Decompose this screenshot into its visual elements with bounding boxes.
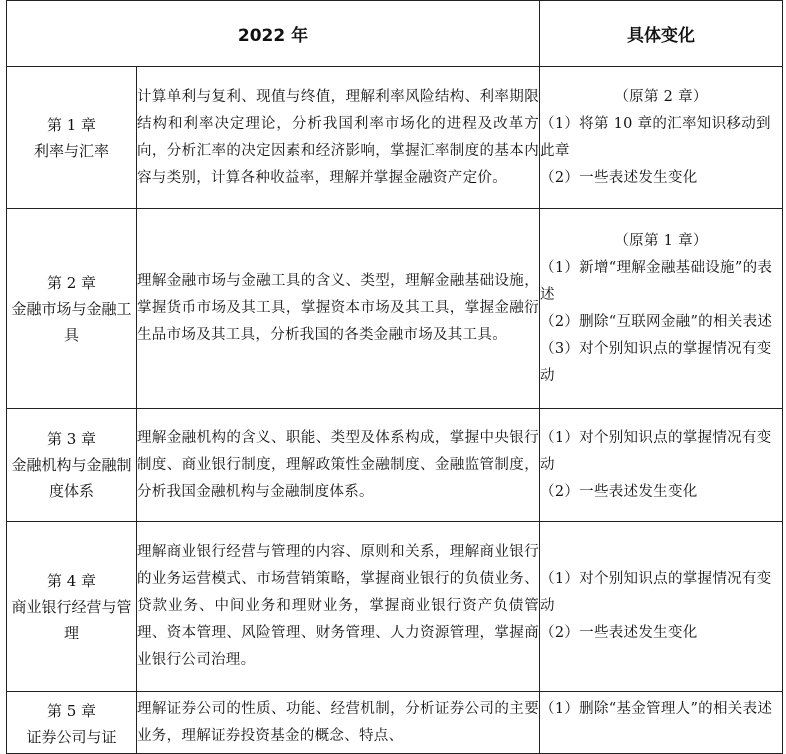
syllabus-changes-table [6,0,783,754]
table-row [7,209,783,409]
changes-cell [540,692,783,754]
change-item: （1）删除“基金管理人”的相关表述 [540,701,773,717]
change-item: （2）一些表述发生变化 [540,483,698,500]
change-item: （原第 2 章） [614,88,708,105]
change-item: （1）对个别知识点的掌握情况有变动 [540,571,772,614]
changes-cell [540,522,783,692]
change-item: （2）一些表述发生变化 [540,169,698,186]
change-item: （2）一些表述发生变化 [540,625,698,641]
chapter-title: 商业银行经营与管理 [11,597,132,642]
chapter-cell [7,692,137,754]
changes-cell [540,409,783,522]
content-cell: 理解商业银行经营与管理的内容、原则和关系，理解商业银行的业务运营模式、市场营销策略，掌握商业银行的负债业务、贷款业务、中间业务和理财业务，掌握商业银行资产负债管理、资本管理、风险管理、财务管理、人力资源管理，掌握商业银行公司治理。 [137,522,540,692]
change-item: （2）删除“互联网金融”的相关表述 [540,313,773,330]
chapter-cell [7,67,137,209]
content-cell: 计算单利与复利、现值与终值，理解利率风险结构、利率期限结构和利率决定理论，分析我国利率市场化的进程及改革方向，分析汇率的决定因素和经济影响，掌握汇率制度的基本内容与类别，计算各种收益率，理解并掌握金融资产定价。 [137,67,540,209]
content-cell: 理解证券公司的性质、功能、经营机制，分析证券公司的主要业务，理解证券投资基金的概念、特点、 [137,692,540,754]
chapter-cell [7,209,137,409]
chapter-cell [7,409,137,522]
change-item: （原第 1 章） [614,232,708,249]
change-item: （3）对个别知识点的掌握情况有变动 [540,340,772,384]
chapter-number: 第 4 章 [46,571,97,590]
chapter-title: 证券公司与证 [26,728,117,746]
chapter-number: 第 2 章 [46,273,97,292]
table-row [7,409,783,522]
chapter-number: 第 5 章 [46,702,97,720]
content-cell: 理解金融机构的含义、职能、类型及体系构成，掌握中央银行制度、商业银行制度，理解政策性金融制度、金融监管制度，分析我国金融机构与金融制度体系。 [137,409,540,522]
header-changes: 具体变化 [540,1,783,67]
table-row [7,692,783,754]
table-header-row [7,1,783,67]
chapter-title: 金融市场与金融工具 [11,299,132,344]
content-cell: 理解金融市场与金融工具的含义、类型，理解金融基础设施，掌握货币市场及其工具，掌握资本市场及其工具，掌握金融衍生品市场及其工具，分析我国的各类金融市场及其工具。 [137,209,540,409]
chapter-title: 利率与汇率 [33,141,109,160]
changes-cell [540,209,783,409]
chapter-cell [7,522,137,692]
table-row [7,67,783,209]
changes-cell [540,67,783,209]
chapter-title: 金融机构与金融制度体系 [11,456,132,500]
header-year: 2022 年 [7,1,540,67]
change-item: （1）新增“理解金融基础设施”的表述 [540,259,773,303]
table-row [7,522,783,692]
change-item: （1）对个别知识点的掌握情况有变动 [540,429,772,473]
change-item: （1）将第 10 章的汇率知识移动到此章 [540,115,771,159]
chapter-number: 第 3 章 [46,430,97,448]
chapter-number: 第 1 章 [46,115,97,134]
